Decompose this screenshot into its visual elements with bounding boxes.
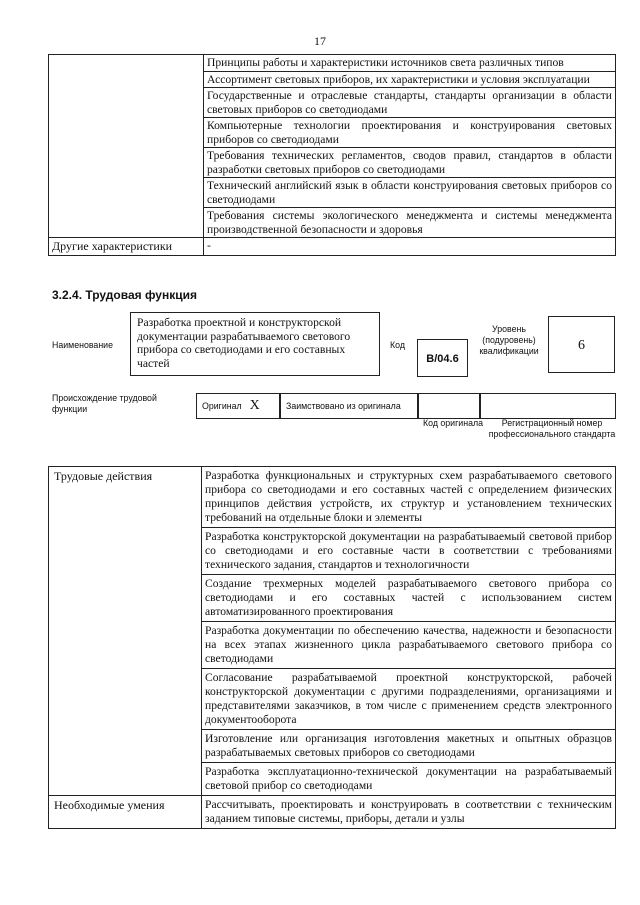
name-label: Наименование (52, 340, 113, 350)
section-title: 3.2.4. Трудовая функция (52, 288, 197, 302)
reg-number-cell (480, 393, 616, 419)
original-label: Оригинал (202, 401, 242, 411)
table-cell: Государственные и отраслевые стандарты, стандарты организации в области световых приборов со светодиодами (204, 88, 616, 118)
table-cell: Принципы работы и характеристики источников света различных типов (204, 55, 616, 72)
table-cell: Разработка функциональных и структурных схем разрабатываемого светового прибора со светодиодами и его составных частей с определением физических принципов действия устройств, их структур и установлением технических требований на отдельные блоки и элементы (202, 467, 616, 528)
table-row (49, 238, 616, 256)
actions-table (48, 466, 616, 829)
table-cell: Ассортимент световых приборов, их характеристики и условия эксплуатации (204, 71, 616, 88)
borrowed-cell: Заимствовано из оригинала (280, 393, 418, 419)
origin-row (196, 393, 616, 419)
row-label (49, 55, 204, 238)
table-cell: Разработка эксплуатационно-технической документации на разрабатываемый световой прибор со светодиодами (202, 763, 616, 796)
table-cell: Создание трехмерных моделей разрабатываемого светового прибора со светодиодами и его составных частей с использованием систем автоматизированного проектирования (202, 575, 616, 622)
table-cell: Разработка конструкторской документации на разрабатываемый световой прибор со светодиодами и его составные части в соответствии с требованиями технического задания, стандартов и технологичности (202, 528, 616, 575)
table-cell: Требования системы экологического менеджмента и системы менеджмента производственной безопасности и здоровья (204, 208, 616, 238)
origin-label: Происхождение трудовой функции (52, 393, 157, 414)
origin-code-label: Код оригинала (423, 418, 483, 428)
table-row (49, 467, 616, 528)
skills-label: Необходимые умения (49, 796, 202, 829)
knowledge-table (48, 54, 616, 256)
table-cell: Разработка документации по обеспечению качества, надежности и безопасности на всех этапах жизненного цикла разрабатываемого светового прибора со светодиодами (202, 622, 616, 669)
origin-code-cell (418, 393, 480, 419)
actions-label: Трудовые действия (49, 467, 202, 796)
level-box: 6 (548, 316, 615, 373)
table-cell: Рассчитывать, проектировать и конструировать в соответствии с техническим заданием типовые системы, приборы, детали и узлы (202, 796, 616, 829)
original-mark: X (249, 398, 260, 413)
table-row (49, 796, 616, 829)
table-row (49, 55, 616, 72)
reg-number-label: Регистрационный номер профессионального стандарта (488, 418, 616, 439)
table-cell: Согласование разрабатываемой проектной конструкторской, рабочей конструкторской документации с другими подразделениями, организациями и представителями заказчиков, в том числе с применением средств электронного документооборота (202, 669, 616, 730)
function-name-box: Разработка проектной и конструкторской документации разрабатываемого светового прибора со светодиодами и его составных частей (130, 312, 380, 376)
table-cell: Изготовление или организация изготовления макетных и опытных образцов разрабатываемых световых приборов со светодиодами (202, 730, 616, 763)
other-characteristics-value: - (204, 238, 616, 256)
other-characteristics-label: Другие характеристики (49, 238, 204, 256)
original-cell (196, 393, 280, 419)
code-box: В/04.6 (417, 339, 468, 377)
level-label: Уровень (подуровень) квалификации (479, 324, 539, 356)
code-label: Код (390, 340, 405, 350)
table-cell: Компьютерные технологии проектирования и конструирования световых приборов со светодиодами (204, 118, 616, 148)
page-number: 17 (314, 34, 326, 48)
table-cell: Технический английский язык в области конструирования световых приборов со светодиодами (204, 178, 616, 208)
table-cell: Требования технических регламентов, сводов правил, стандартов в области разработки световых приборов со светодиодами (204, 148, 616, 178)
